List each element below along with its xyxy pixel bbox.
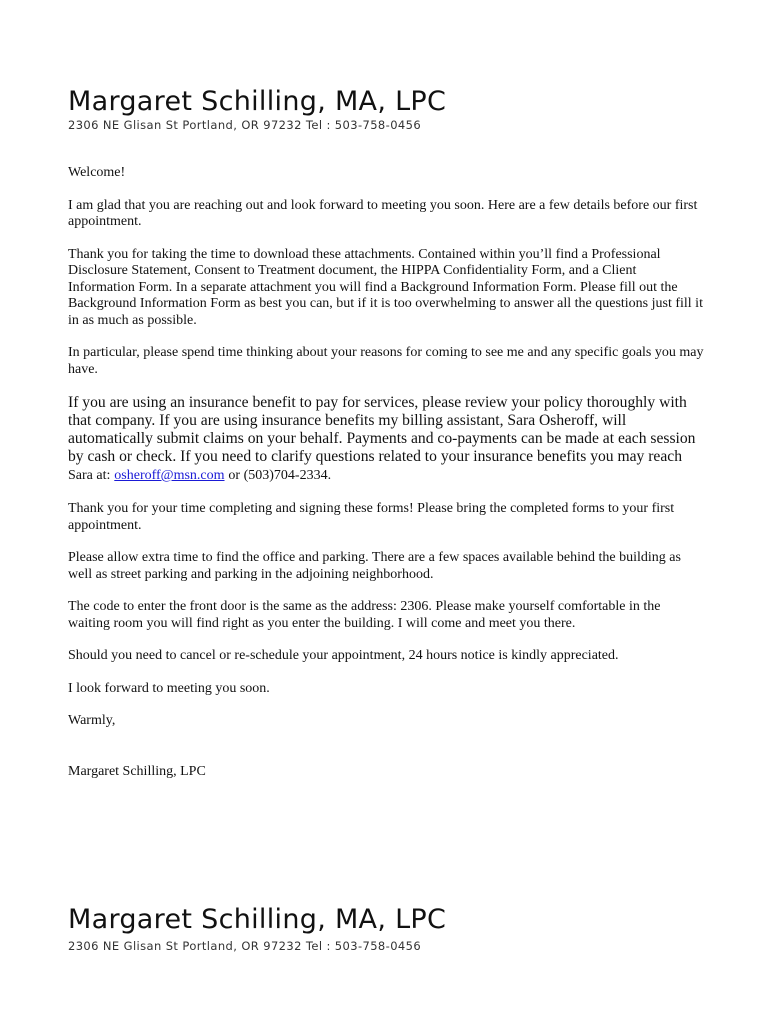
letter-body [68,165,704,796]
letterhead-address: 2306 NE Glisan St Portland, OR 97232 Tel : 503-758-0456 [68,118,422,132]
paragraph-forms: Thank you for your time completing and signing these forms! Please bring the completed forms to your first appointment. [68,501,675,533]
insurance-text: If you are using an insurance benefit to pay for services, please review your policy thoroughly with that company. If you are using insurance benefits my billing assistant, Sara Osheroff, will automatically submit claims on your behalf. Payments and co-payments can be made at each session by cash or check. If you need to clarify questions related to your insurance benefits you may reach [68,394,696,465]
paragraph-door-code: The code to enter the front door is the same as the address: 2306. Please make yourself comfortable in the waiting room you will find right as you enter the building. I will come and meet you there. [68,599,661,631]
footer-address: 2306 NE Glisan St Portland, OR 97232 Tel : 503-758-0456 [68,939,422,953]
insurance-contact-lead: Sara at: [68,468,111,483]
closing: Warmly, [68,713,116,728]
paragraph-cancellation: Should you need to cancel or re-schedule your appointment, 24 hours notice is kindly appreciated. [68,648,619,663]
greeting: Welcome! [68,165,126,180]
letterhead-name: Margaret Schilling, MA, LPC [68,86,447,117]
paragraph-closing-line: I look forward to meeting you soon. [68,680,270,696]
billing-email-link[interactable]: osheroff@msn.com [114,468,225,483]
paragraph-goals: In particular, please spend time thinking about your reasons for coming to see me and any specific goals you may have. [68,345,704,377]
signature: Margaret Schilling, LPC [68,763,206,779]
footer-name: Margaret Schilling, MA, LPC [68,904,447,935]
paragraph-attachments: Thank you for taking the time to download these attachments. Contained within you’ll find a Professional Disclosure Statement, Consent to Treatment document, the HIPPA Confidentiality Form, and a Client Information Form. In a separate attachment you will find a Background Information Form. Please fill out the Background Information Form as best you can, but if it is too overwhelming to answer all the questions just fill it in as much as possible. [68,246,703,328]
paragraph-parking: Please allow extra time to find the office and parking. There are a few spaces available behind the building as well as street parking and parking in the adjoining neighborhood. [68,550,681,582]
billing-phone: or (503)704-2334. [228,468,332,483]
paragraph-insurance [68,394,704,485]
paragraph-intro: I am glad that you are reaching out and look forward to meeting you soon. Here are a few details before our first appointment. [68,197,698,229]
